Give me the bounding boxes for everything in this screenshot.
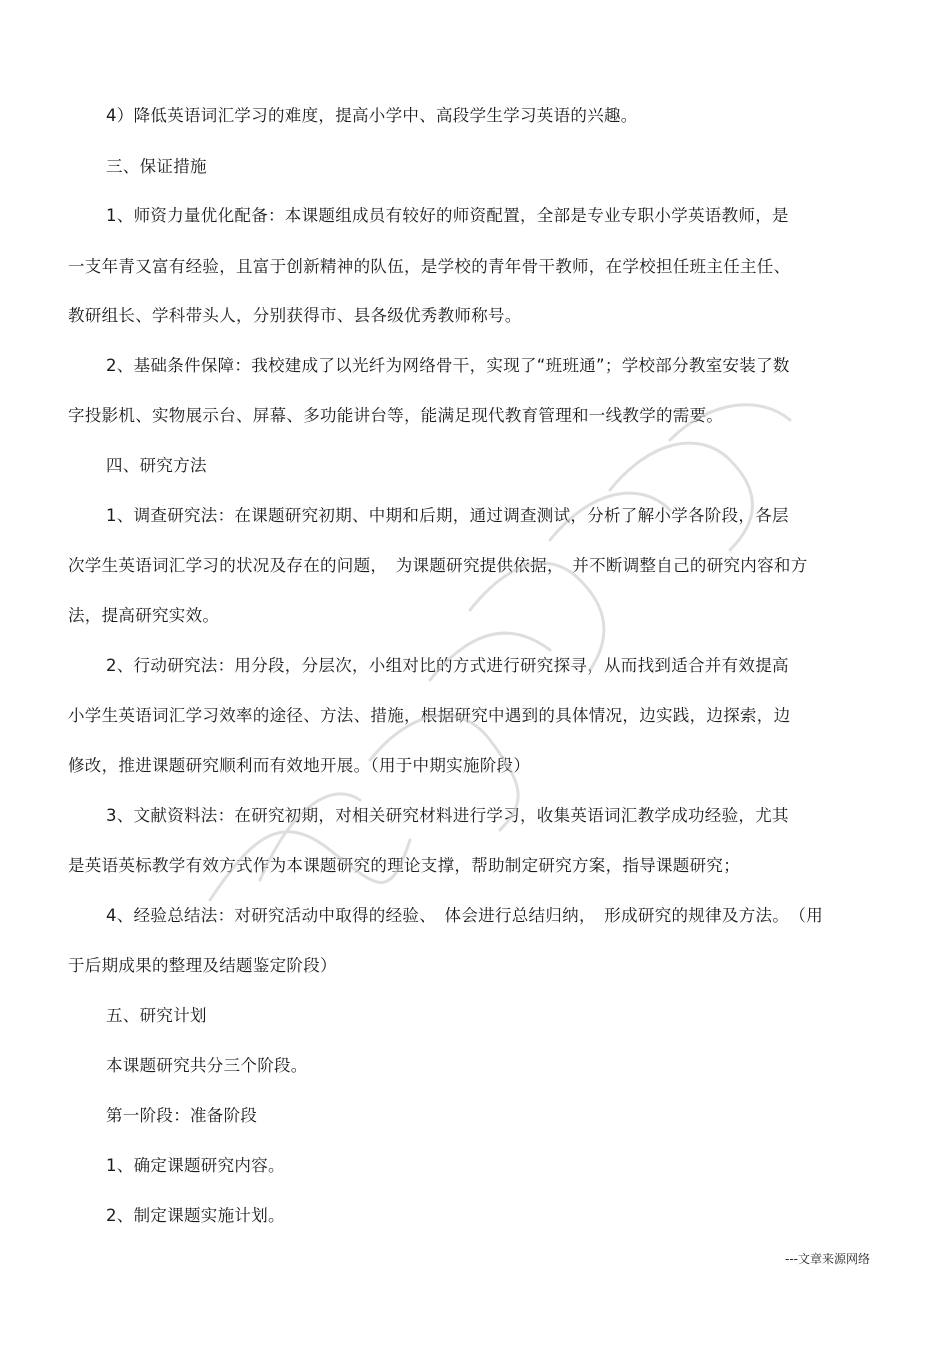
paragraph-line: 2、行动研究法：用分段，分层次，小组对比的方式进行研究探寻，从而找到适合并有效提高 (106, 656, 789, 675)
paragraph-line: 修改，推进课题研究顺利而有效地开展。（用于中期实施阶段） (68, 756, 531, 775)
section-heading: 五、研究计划 (106, 1006, 207, 1025)
paragraph-line: 法，提高研究实效。 (68, 606, 220, 625)
section-heading: 三、保证措施 (106, 157, 207, 176)
paragraph-line: 1、调查研究法：在课题研究初期、中期和后期，通过调查测试，分析了解小学各阶段，各层 (106, 506, 789, 525)
paragraph-line: 2、制定课题实施计划。 (106, 1206, 285, 1225)
paragraph-line: 1、确定课题研究内容。 (106, 1156, 285, 1175)
paragraph-line: 次学生英语词汇学习的状况及存在的问题， 为课题研究提供依据， 并不断调整自己的研究内容和方 (68, 556, 808, 575)
paragraph-line: 2、基础条件保障：我校建成了以光纤为网络骨干，实现了“班班通”；学校部分教室安装了数 (106, 356, 790, 375)
paragraph-line: 小学生英语词汇学习效率的途径、方法、措施，根据研究中遇到的具体情况，边实践，边探索，边 (68, 706, 791, 725)
paragraph-line: 字投影机、实物展示台、屏幕、多功能讲台等，能满足现代教育管理和一线教学的需要。 (68, 406, 724, 425)
paragraph-line: 是英语英标教学有效方式作为本课题研究的理论支撑，帮助制定研究方案，指导课题研究； (68, 856, 740, 875)
paragraph-line: 本课题研究共分三个阶段。 (106, 1056, 308, 1075)
paragraph-line: 第一阶段：准备阶段 (106, 1106, 258, 1125)
paragraph-line: 4、经验总结法：对研究活动中取得的经验、 体会进行总结归纳， 形成研究的规律及方法。 （用 (106, 906, 823, 925)
paragraph-line: 于后期成果的整理及结题鉴定阶段） (68, 956, 337, 975)
paragraph-line: 1、师资力量优化配备：本课题组成员有较好的师资配置，全部是专业专职小学英语教师，是 (106, 206, 789, 225)
paragraph-line: 教研组长、学科带头人，分别获得市、县各级优秀教师称号。 (68, 306, 522, 325)
paragraph-line: 4）降低英语词汇学习的难度，提高小学中、高段学生学习英语的兴趣。 (106, 106, 638, 125)
section-heading: 四、研究方法 (106, 456, 207, 475)
paragraph-line: 3、文献资料法：在研究初期，对相关研究材料进行学习，收集英语词汇教学成功经验，尤其 (106, 806, 789, 825)
source-footer: ---文章来源网络 (785, 1252, 870, 1266)
paragraph-line: 一支年青又富有经验，且富于创新精神的队伍，是学校的青年骨干教师，在学校担任班主任主任、 (68, 257, 791, 276)
